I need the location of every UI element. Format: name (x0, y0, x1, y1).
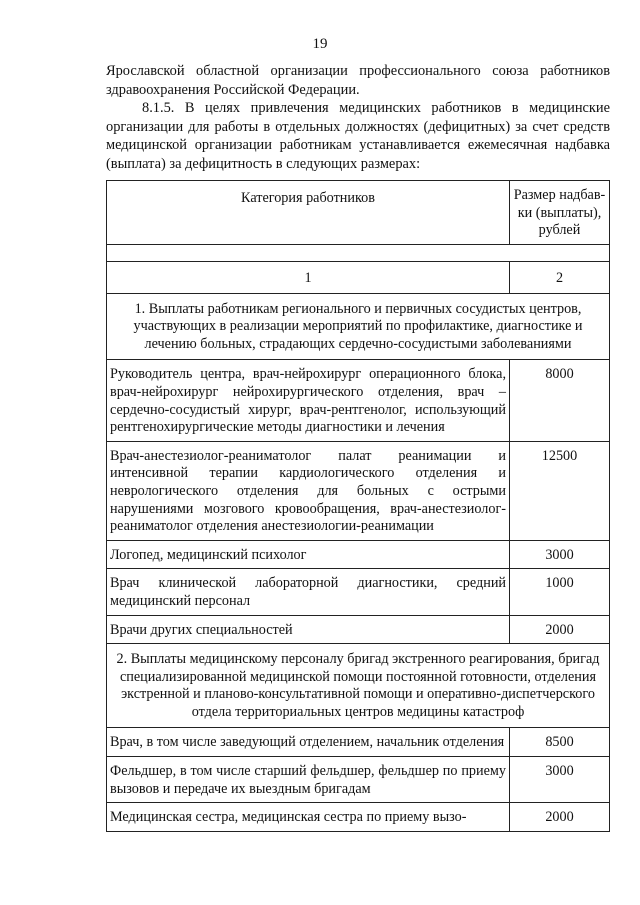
column-number-row (107, 262, 610, 294)
intro-paragraph: 8.1.5. В целях привлечения медицинских работников в медицинские организации для работы в отдельных должностях (дефицитных) за счет средств медицинской организации работникам устанавливается ежемесячная надбавка (выплата) за дефицитность в следующих размерах: (106, 100, 610, 172)
table-row (107, 360, 610, 441)
page-number: 19 (312, 36, 328, 52)
amount-cell: 3000 (510, 540, 610, 569)
amount-cell: 8000 (510, 360, 610, 441)
column-number-1: 1 (107, 262, 510, 294)
category-cell: Врач-анестезиолог-реаниматолог палат реанимации и интенсивной терапии кардиологического отделения и неврологического отделения для больных с острыми нарушениями мозгового кровообращения, врач-анестезиолог-реаниматолог отделения анестезиологии-реанимации (107, 441, 510, 540)
amount-cell: 2000 (510, 615, 610, 644)
table-row (107, 441, 610, 540)
category-cell: Врач, в том числе заведующий отделением, начальник отделения (107, 728, 510, 757)
category-cell: Врач клинической лабораторной диагностики, средний медицинский персонал (107, 569, 510, 615)
section-title: 1. Выплаты работникам регионального и первичных сосудистых центров, участвующих в реализации мероприятий по профилактике, диагностике и лечению больных, страдающих сердечно-сосудистыми заболеваниями (107, 293, 610, 360)
category-cell: Логопед, медицинский психолог (107, 540, 510, 569)
amount-cell: 1000 (510, 569, 610, 615)
header-amount: Размер надбав-ки (выплаты), рублей (510, 181, 610, 245)
table-row (107, 540, 610, 569)
amount-cell: 12500 (510, 441, 610, 540)
table-row (107, 569, 610, 615)
table-header-row (107, 181, 610, 245)
amount-cell: 2000 (510, 803, 610, 832)
column-number-2: 2 (510, 262, 610, 294)
table-row (107, 803, 610, 832)
table-row (107, 615, 610, 644)
amount-cell: 3000 (510, 757, 610, 803)
category-cell: Руководитель центра, врач-нейрохирург операционного блока, врач-нейрохирург нейрохирургического отделения, врач – сердечно-сосудистый хирург, врач-рентгенолог, использующий рентгенохирургические методы диагностики и лечения (107, 360, 510, 441)
header-category: Категория работников (107, 181, 510, 245)
amount-cell: 8500 (510, 728, 610, 757)
intro-line: Ярославской областной организации профессионального союза работников здравоохранения Российской Федерации. (106, 63, 610, 98)
section-title: 2. Выплаты медицинскому персоналу бригад экстренного реагирования, бригад специализированной медицинской помощи постоянной готовности, отделения экстренной и планово-консультативной помощи и оперативно-диспетчерского отдела территориальных центров медицины катастроф (107, 644, 610, 728)
table-row (107, 728, 610, 757)
section-row (107, 644, 610, 728)
intro-text (106, 62, 610, 174)
category-cell: Фельдшер, в том числе старший фельдшер, фельдшер по приему вызовов и передаче их выездным бригадам (107, 757, 510, 803)
section-row (107, 293, 610, 360)
category-cell: Медицинская сестра, медицинская сестра по приему вызо- (107, 803, 510, 832)
category-cell: Врачи других специальностей (107, 615, 510, 644)
table-row (107, 757, 610, 803)
allowance-table (106, 180, 610, 832)
row-gap (107, 245, 610, 262)
